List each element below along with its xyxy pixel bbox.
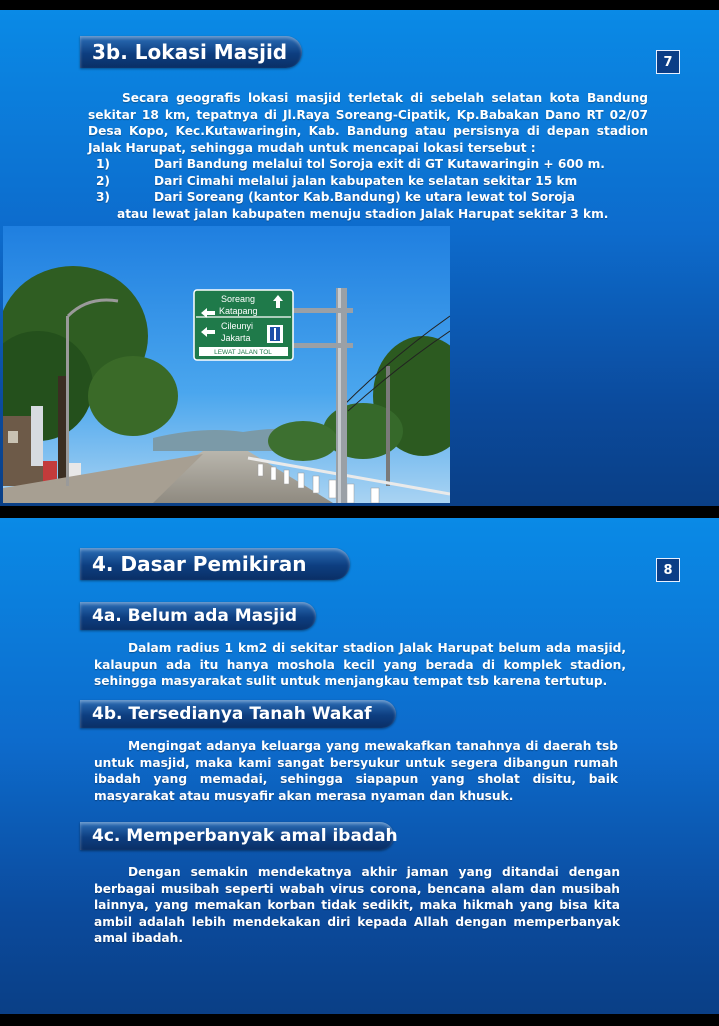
sign-text-bottom1: Cileunyi — [221, 321, 254, 331]
paragraph: Mengingat adanya keluarga yang mewakafkan tanahnya di daerah tsb untuk masjid, maka kami sangat bersyukur untuk segera dibangun rumah ibadah yang memadai, sehingga siapapun yang sholat disitu, baik masyarakat atau musyafir akan merasa nyaman dan khusuk. — [94, 739, 618, 803]
sign-text-strip: LEWAT JALAN TOL — [214, 349, 272, 356]
page-number: 7 — [656, 50, 680, 74]
page-number: 8 — [656, 558, 680, 582]
section-heading-4c: 4c. Memperbanyak amal ibadah — [80, 822, 394, 850]
slide-title: 3b. Lokasi Masjid — [80, 36, 302, 68]
section-text-4a — [94, 640, 626, 690]
list-text: Dari Cimahi melalui jalan kabupaten ke selatan sekitar 15 km — [154, 173, 578, 188]
list-text: Dari Bandung melalui tol Soroja exit di GT Kutawaringin + 600 m. — [154, 157, 605, 171]
slide-dasar-pemikiran — [0, 518, 719, 1014]
route-list — [88, 156, 648, 206]
location-intro: Secara geografis lokasi masjid terletak di sebelah selatan kota Bandung sekitar 18 km, tepatnya di Jl.Raya Soreang-Cipatik, Kp.Babakan Dano RT 02/07 Desa Kopo, Kec.Kutawaringin, Kab. Bandung atau persisnya di depan stadion Jalak Harupat, sehingga mudah untuk mencapai lokasi tersebut : — [88, 91, 648, 155]
sign-text-top2: Katapang — [219, 306, 258, 316]
paragraph: Dengan semakin mendekatnya akhir jaman yang ditandai dengan berbagai musibah seperti wabah virus corona, bencana alam dan musibah lainnya, yang memakan korban tidak sedikit, maka hikmah yang bisa kita ambil adalah lebih mendekakan diri kepada Allah dengan memperbanyak amal ibadah. — [94, 865, 620, 945]
list-item — [88, 189, 648, 206]
list-item — [88, 173, 648, 190]
section-text-4c — [94, 864, 620, 947]
section-text-4b — [94, 738, 618, 804]
slide-lokasi-masjid — [0, 10, 719, 506]
list-item — [88, 156, 648, 173]
location-text — [88, 90, 648, 222]
route-continuation: atau lewat jalan kabupaten menuju stadion Jalak Harupat sekitar 3 km. — [117, 206, 609, 221]
paragraph: Dalam radius 1 km2 di sekitar stadion Jalak Harupat belum ada masjid, kalaupun ada itu hanya mosholа kecil yang berada di komplek stadion, sehingga masyarakat sulit untuk menjangkau tempat tsb karena tertutup. — [94, 641, 626, 688]
section-heading-4b: 4b. Tersedianya Tanah Wakaf — [80, 700, 396, 728]
slide-title: 4. Dasar Pemikiran — [80, 548, 350, 580]
road-sign — [194, 290, 293, 360]
section-heading-4a: 4a. Belum ada Masjid — [80, 602, 316, 630]
list-number: 2) — [95, 173, 110, 188]
list-text: Dari Soreang (kantor Kab.Bandung) ke utara lewat tol Soroja — [154, 190, 575, 204]
road-sign-photo — [3, 226, 450, 503]
sign-text-bottom2: Jakarta — [221, 333, 251, 343]
sign-text-top1: Soreang — [221, 294, 256, 304]
list-number: 3) — [95, 190, 110, 204]
list-number: 1) — [95, 157, 110, 171]
